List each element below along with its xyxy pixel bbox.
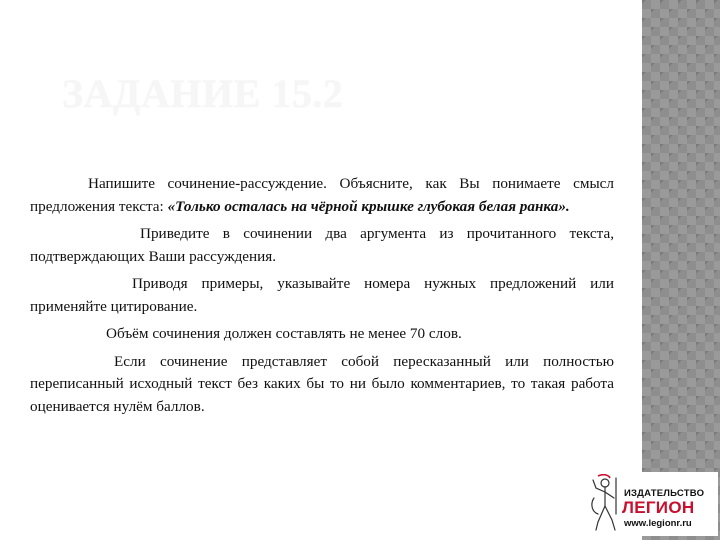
paragraph-2 [30, 223, 614, 268]
paragraph-5 [30, 351, 614, 419]
paragraph-3 [30, 273, 614, 318]
paragraph-5-text: Если сочинение представляет собой пересказанный или полностью переписанный исходный текст без каких бы то ни было комментариев, то такая работа оценивается нулём баллов. [30, 352, 614, 415]
paragraph-1 [30, 173, 614, 218]
paragraph-1-intro: Напишите сочинение-рассуждение. Объясните, как Вы понимаете смысл предложения текста: [30, 175, 614, 215]
task-text [30, 173, 614, 423]
publisher-logo [588, 472, 718, 536]
paragraph-1-quote: «Только осталась на чёрной крышке глубокая белая ранка». [167, 197, 570, 215]
brand-name: ЛЕГИОН [622, 498, 695, 517]
paragraph-4-text: Объём сочинения должен составлять не менее 70 слов. [106, 325, 462, 342]
paragraph-2-text: Приведите в сочинении два аргумента из прочитанного текста, подтверждающих Ваши рассуждения. [30, 225, 614, 265]
side-pattern [642, 0, 720, 540]
paragraph-4 [30, 323, 614, 346]
paragraph-3-text: Приводя примеры, указывайте номера нужных предложений или применяйте цитирование. [30, 275, 614, 315]
website-link[interactable]: www.legionr.ru [624, 518, 692, 529]
slide-title: ЗАДАНИЕ 15.2 [62, 71, 344, 116]
warrior-icon [588, 474, 622, 534]
publisher-label: ИЗДАТЕЛЬСТВО [624, 488, 705, 499]
